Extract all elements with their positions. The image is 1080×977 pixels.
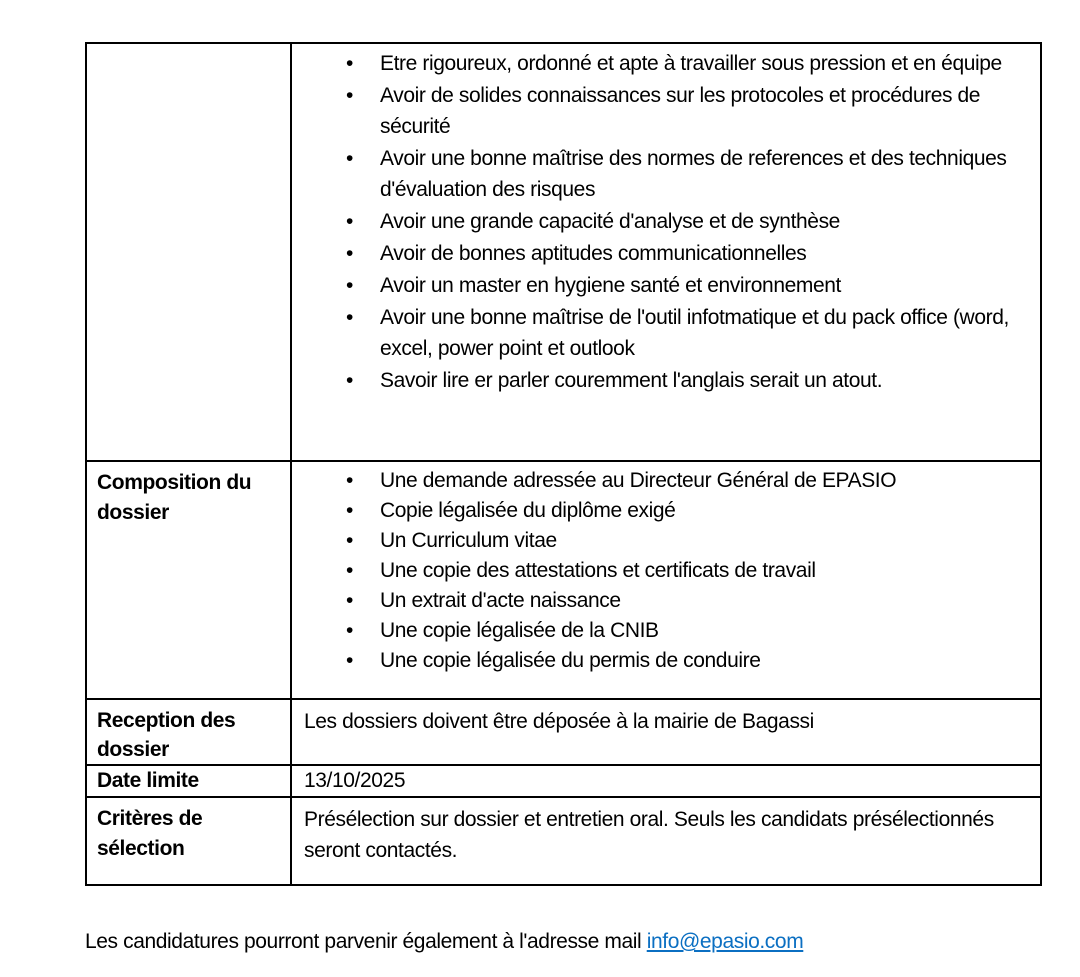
bullet-item: • Avoir de bonnes aptitudes communicationnelles <box>380 238 1026 269</box>
bullet-item: • Avoir une bonne maîtrise de l'outil infotmatique et du pack office (word, excel, power point et outlook <box>380 302 1026 364</box>
bullet-list <box>292 48 1026 396</box>
bullet-item: • Avoir un master en hygiene santé et environnement <box>380 270 1026 301</box>
email-link[interactable]: info@epasio.com <box>646 930 804 953</box>
footer-text: Les candidatures pourront parvenir également à l'adresse mail <box>85 930 647 953</box>
bullet-item: • Un extrait d'acte naissance <box>380 586 1026 616</box>
row-content <box>291 461 1041 699</box>
bullet-item: • Etre rigoureux, ordonné et apte à travailler sous pression et en équipe <box>380 48 1026 79</box>
bullet-item: • Une copie des attestations et certificats de travail <box>380 556 1026 586</box>
table-row <box>86 797 1041 885</box>
job-posting-table <box>85 42 1042 886</box>
row-label: Critères de sélection <box>86 797 291 885</box>
footer-note <box>85 928 803 956</box>
row-content <box>291 43 1041 461</box>
table-row <box>86 765 1041 797</box>
table-row <box>86 699 1041 765</box>
row-content: 13/10/2025 <box>291 765 1041 797</box>
row-label: Reception des dossier <box>86 699 291 765</box>
bullet-item: • Avoir une grande capacité d'analyse et de synthèse <box>380 206 1026 237</box>
bullet-list <box>292 466 1026 676</box>
bullet-item: • Un Curriculum vitae <box>380 526 1026 556</box>
bullet-item: • Avoir une bonne maîtrise des normes de references et des techniques d'évaluation des risques <box>380 143 1026 205</box>
bullet-item: • Une demande adressée au Directeur Général de EPASIO <box>380 466 1026 496</box>
bullet-item: • Savoir lire er parler couremment l'anglais serait un atout. <box>380 365 1026 396</box>
row-content: Présélection sur dossier et entretien oral. Seuls les candidats présélectionnés seront contactés. <box>291 797 1041 885</box>
table-row <box>86 43 1041 461</box>
row-label <box>86 43 291 461</box>
bullet-item: • Avoir de solides connaissances sur les protocoles et procédures de sécurité <box>380 80 1026 142</box>
row-content: Les dossiers doivent être déposée à la mairie de Bagassi <box>291 699 1041 765</box>
bullet-item: • Une copie légalisée du permis de conduire <box>380 646 1026 676</box>
table-row <box>86 461 1041 699</box>
row-label: Date limite <box>86 765 291 797</box>
bullet-item: • Copie légalisée du diplôme exigé <box>380 496 1026 526</box>
row-label: Composition du dossier <box>86 461 291 699</box>
bullet-item: • Une copie légalisée de la CNIB <box>380 616 1026 646</box>
